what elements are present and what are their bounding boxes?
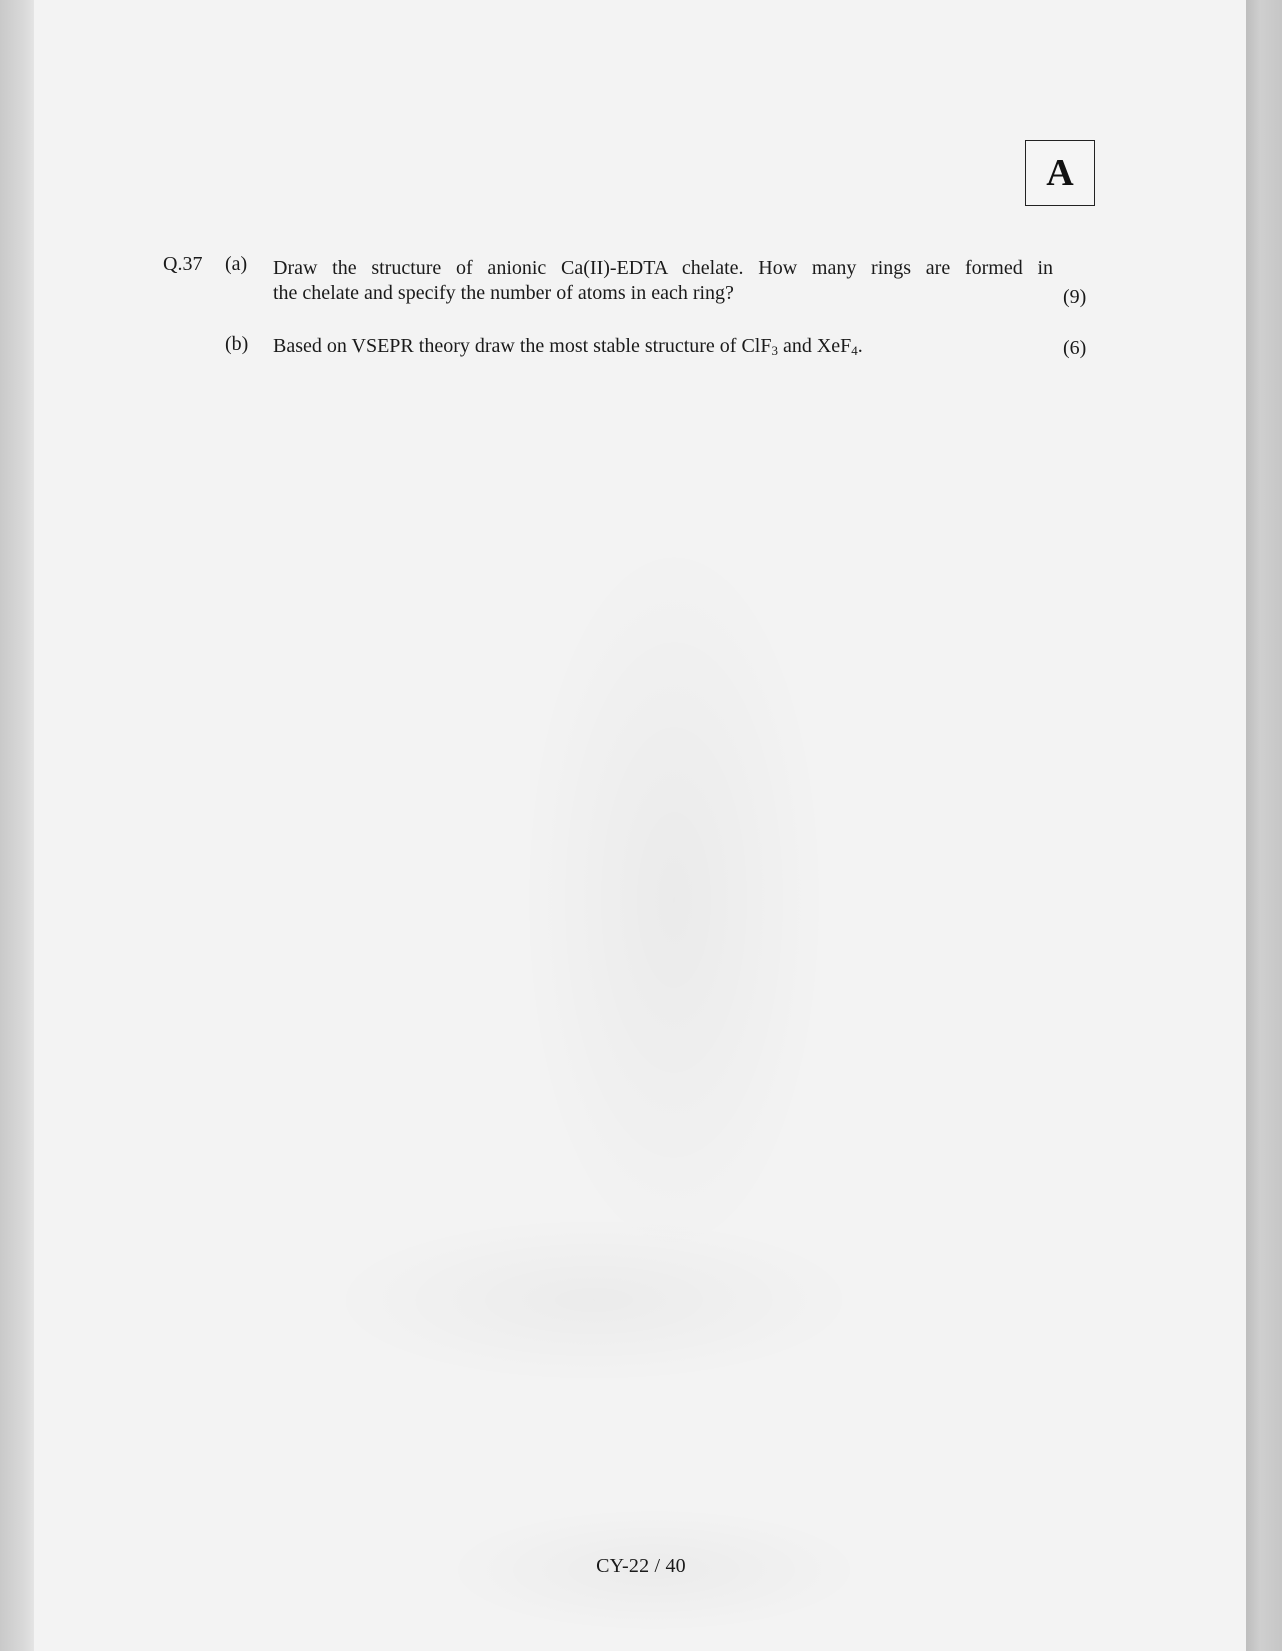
part-a-label: (a) (225, 253, 248, 275)
question-number: Q.37 (163, 253, 203, 275)
part-b-label: (b) (225, 333, 249, 355)
scan-left-edge (0, 0, 34, 1651)
part-b-text-start: Based on VSEPR theory draw the most stable structure of ClF (273, 335, 772, 357)
part-a-line-2: the chelate and specify the number of atoms in each ring? (273, 282, 734, 304)
part-b-text (273, 334, 863, 358)
answer-set-label: A (1046, 152, 1074, 194)
part-b-subscript-3: 3 (771, 343, 778, 358)
part-b-text-middle: and XeF (777, 335, 852, 357)
scan-right-edge (1246, 0, 1282, 1651)
page-footer: CY-22 / 40 (596, 1555, 686, 1577)
document-page (34, 0, 1246, 1651)
part-b-text-end: . (857, 335, 863, 357)
part-a-line-1: Draw the structure of anionic Ca(II)-EDTA chelate. How many rings are formed in (273, 257, 1053, 279)
part-b-marks: (6) (1063, 337, 1087, 359)
part-a-marks: (9) (1063, 286, 1087, 308)
answer-set-box (1025, 140, 1095, 206)
part-b-subscript-4: 4 (851, 343, 858, 358)
